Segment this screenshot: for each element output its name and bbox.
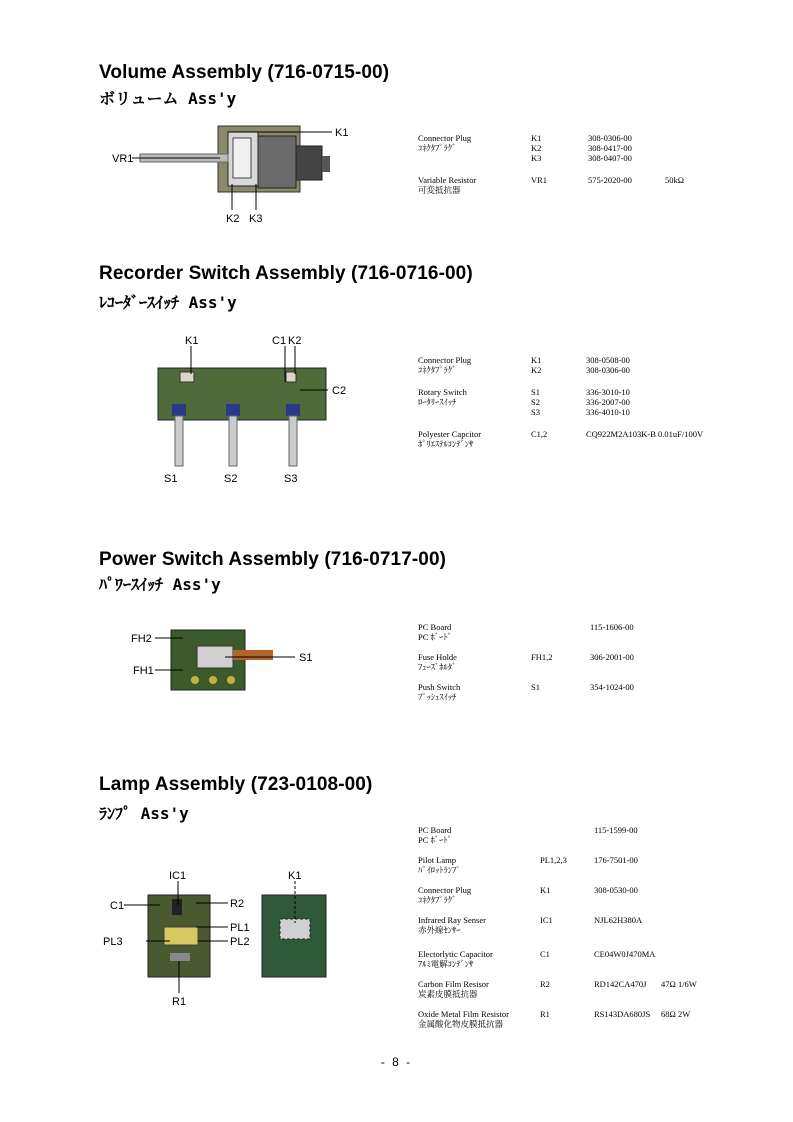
label-R2: R2 bbox=[230, 898, 245, 910]
part-code: 306-2001-00 bbox=[590, 652, 634, 662]
part-code: RS143DA680JS bbox=[594, 1009, 651, 1019]
part-name: Infrared Ray Senser bbox=[418, 915, 486, 925]
part-name: Connector Plug bbox=[418, 885, 472, 895]
section-title-power: Power Switch Assembly (716-0717-00) bbox=[99, 549, 447, 570]
part-ref: K2 bbox=[531, 365, 542, 375]
section-subtitle-power: ﾊﾟﾜｰｽｲｯﾁ Ass'y bbox=[99, 575, 221, 594]
part-name-jp: ﾎﾟﾘｴｽﾃﾙｺﾝﾃﾞﾝｻ bbox=[418, 439, 474, 449]
part-ref: S1 bbox=[531, 682, 540, 692]
part-name-jp: 赤外線ｾﾝｻｰ bbox=[418, 925, 461, 935]
recorder-switch-figure bbox=[150, 330, 360, 490]
part-name-jp: ﾌﾟｯｼｭｽｲｯﾁ bbox=[418, 692, 457, 702]
part-ref: K1 bbox=[531, 355, 542, 365]
part-name: PC Board bbox=[418, 622, 452, 632]
part-ref: S3 bbox=[531, 407, 540, 417]
part-name: Connector Plug bbox=[418, 355, 472, 365]
part-code: CQ922M2A103K-B 0.01uF/100V bbox=[586, 429, 704, 439]
part-ref: R1 bbox=[540, 1009, 550, 1019]
part-ref: FH1,2 bbox=[531, 652, 553, 662]
part-code: RD142CA470J bbox=[594, 979, 647, 989]
part-code: 354-1024-00 bbox=[590, 682, 634, 692]
part-ref: VR1 bbox=[531, 175, 548, 185]
page-number: - 8 - bbox=[380, 1055, 413, 1069]
label-R1: R1 bbox=[172, 996, 187, 1008]
part-name: Fuse Holde bbox=[418, 652, 457, 662]
section-title-lamp: Lamp Assembly (723-0108-00) bbox=[99, 774, 373, 795]
part-value: 50kΩ bbox=[665, 175, 685, 185]
part-name-jp: ｺﾈｸﾀﾌﾟﾗｸﾞ bbox=[418, 143, 457, 153]
label-FH1: FH1 bbox=[133, 665, 154, 677]
section-title-volume: Volume Assembly (716-0715-00) bbox=[99, 62, 390, 83]
label-PL2: PL2 bbox=[230, 936, 250, 948]
part-name: PC Board bbox=[418, 825, 452, 835]
part-value: 68Ω 2W bbox=[661, 1009, 691, 1019]
power-switch-figure bbox=[125, 620, 325, 700]
label-K1: K1 bbox=[185, 335, 199, 347]
part-name: Rotary Switch bbox=[418, 387, 467, 397]
label-C2: C2 bbox=[332, 385, 347, 397]
label-PL1: PL1 bbox=[230, 922, 250, 934]
part-code: 336-3010-10 bbox=[586, 387, 630, 397]
section-subtitle-recorder: ﾚｺｰﾀﾞｰｽｲｯﾁ Ass'y bbox=[99, 293, 237, 312]
part-name: Oxide Metal Film Resistor bbox=[418, 1009, 509, 1019]
part-code: 176-7501-00 bbox=[594, 855, 638, 865]
part-code: 575-2020-00 bbox=[588, 175, 632, 185]
part-ref: R2 bbox=[540, 979, 550, 989]
part-code: 115-1606-00 bbox=[590, 622, 634, 632]
part-code: 336-2007-00 bbox=[586, 397, 630, 407]
part-ref: PL1,2,3 bbox=[540, 855, 567, 865]
part-name-jp: ｺﾈｸﾀﾌﾟﾗｸﾞ bbox=[418, 365, 457, 375]
label-K2: K2 bbox=[288, 335, 302, 347]
part-code: 115-1599-00 bbox=[594, 825, 638, 835]
label-PL3: PL3 bbox=[103, 936, 123, 948]
part-name: Push Switch bbox=[418, 682, 461, 692]
part-name-jp: ﾌｭｰｽﾞﾎﾙﾀﾞ bbox=[418, 662, 457, 672]
label-K2: K2 bbox=[226, 213, 240, 225]
part-code: 308-0306-00 bbox=[586, 365, 630, 375]
part-name-jp: 可変抵抗器 bbox=[418, 185, 461, 195]
label-FH2: FH2 bbox=[131, 633, 152, 645]
part-ref: K2 bbox=[531, 143, 542, 153]
part-name-jp: PC ﾎﾞｰﾄﾞ bbox=[418, 632, 452, 642]
part-name: Connector Plug bbox=[418, 133, 472, 143]
volume-assembly-figure bbox=[100, 118, 360, 230]
part-code: 336-4010-10 bbox=[586, 407, 630, 417]
part-name-jp: PC ﾎﾞｰﾄﾞ bbox=[418, 835, 452, 845]
part-ref: S1 bbox=[531, 387, 540, 397]
part-ref: K3 bbox=[531, 153, 542, 163]
label-S2: S2 bbox=[224, 473, 238, 485]
part-value: 47Ω 1/6W bbox=[661, 979, 697, 989]
part-code: NJL62H380A bbox=[594, 915, 643, 925]
section-title-recorder: Recorder Switch Assembly (716-0716-00) bbox=[99, 263, 473, 284]
part-name: Variable Resistor bbox=[418, 175, 477, 185]
label-C1: C1 bbox=[110, 900, 125, 912]
label-VR1: VR1 bbox=[112, 153, 134, 165]
label-K3: K3 bbox=[249, 213, 263, 225]
label-C1: C1 bbox=[272, 335, 287, 347]
part-name: Pilot Lamp bbox=[418, 855, 457, 865]
section-subtitle-lamp: ﾗﾝﾌﾟ Ass'y bbox=[99, 804, 189, 823]
part-ref: K1 bbox=[540, 885, 551, 895]
part-name-jp: ｱﾙﾐ電解ｺﾝﾃﾞﾝｻ bbox=[418, 959, 474, 969]
part-code: CE04W0J470MA bbox=[594, 949, 656, 959]
label-K1: K1 bbox=[288, 870, 302, 882]
lamp-assembly-figure bbox=[100, 865, 340, 1010]
section-subtitle-volume: ボリューム Ass'y bbox=[99, 89, 237, 108]
label-K1: K1 bbox=[335, 127, 349, 139]
part-name: Carbon Film Resisor bbox=[418, 979, 489, 989]
label-S3: S3 bbox=[284, 473, 298, 485]
part-code: 308-0417-00 bbox=[588, 143, 632, 153]
part-code: 308-0306-00 bbox=[588, 133, 632, 143]
part-name-jp: ｺﾈｸﾀﾌﾟﾗｸﾞ bbox=[418, 895, 457, 905]
part-name-jp: 炭素皮膜抵抗器 bbox=[418, 989, 478, 999]
part-code: 308-0508-00 bbox=[586, 355, 630, 365]
part-ref: IC1 bbox=[540, 915, 553, 925]
part-ref: S2 bbox=[531, 397, 540, 407]
part-name-jp: 金属酸化物皮膜抵抗器 bbox=[418, 1019, 504, 1029]
label-S1: S1 bbox=[164, 473, 178, 485]
part-code: 308-0530-00 bbox=[594, 885, 638, 895]
part-name-jp: ﾛｰﾀﾘｰｽｲｯﾁ bbox=[418, 397, 457, 407]
label-IC1: IC1 bbox=[169, 870, 187, 882]
part-name-jp: ﾊﾟｲﾛｯﾄﾗﾝﾌﾟ bbox=[418, 865, 461, 875]
part-code: 308-0407-00 bbox=[588, 153, 632, 163]
part-name: Polyester Capcitor bbox=[418, 429, 482, 439]
part-name: Electorlytic Capacitor bbox=[418, 949, 493, 959]
part-ref: K1 bbox=[531, 133, 542, 143]
label-S1: S1 bbox=[299, 652, 313, 664]
part-ref: C1,2 bbox=[531, 429, 548, 439]
part-ref: C1 bbox=[540, 949, 550, 959]
